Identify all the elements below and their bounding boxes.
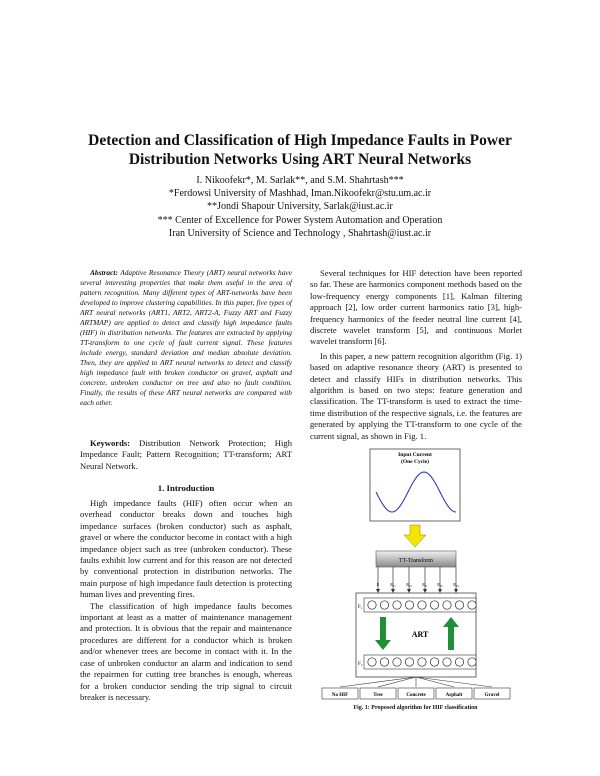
neuron-node xyxy=(468,601,476,609)
abstract xyxy=(80,268,292,408)
tt-transform-label: TT-Transform xyxy=(399,558,433,564)
neuron-node xyxy=(405,658,413,666)
neuron-node xyxy=(430,601,438,609)
algorithm-diagram xyxy=(318,447,513,705)
keywords-text: Distribution Network Protection; High Impedance Fault; Pattern Recognition; TT-transform; ART Neural Network. xyxy=(80,438,292,471)
feature-label: Eᵧ₂ xyxy=(437,582,443,587)
neuron-node xyxy=(455,601,463,609)
author-block xyxy=(100,174,500,240)
neuron-node xyxy=(393,601,401,609)
feature-arrows xyxy=(376,567,458,593)
arrow-head-icon xyxy=(407,589,411,593)
f1-nodes xyxy=(368,601,476,609)
class-boxes xyxy=(322,688,510,699)
f2-label: F₂ xyxy=(358,662,363,667)
neuron-node xyxy=(430,658,438,666)
art-label: ART xyxy=(411,630,429,639)
class-arrows xyxy=(340,677,492,687)
abstract-text: Adaptive Resonance Theory (ART) neural networks have several interesting properties that make them useful in the area of pattern recognition. Many different types of ART-networks have been developed to improve clustering capabilities. In this paper, five types of ART neural networks (ART1, ART2, ART2-A, Fuzzy ART and Fuzzy ARTMAP) are applied to detect and classify high impedance faults (HIF) in distribution networks. The features are extracted by applying TT-transform to one cycle of fault current signal. These features include energy, standard deviation and median absolute deviation. Then, they are applied to ART neural networks to detect and classify high impedance fault with broken conductor on gravel, asphalt and concrete, unbroken conductor on tree and also no fault condition. Finally, the results of these ART neural networks are compared with each other. xyxy=(80,268,292,407)
introduction-body xyxy=(80,498,292,703)
f1-label: F₁ xyxy=(358,605,363,610)
neuron-node xyxy=(405,601,413,609)
neuron-node xyxy=(418,658,426,666)
feature-label: Eᵧ₃ xyxy=(453,582,459,587)
class-label: Gravel xyxy=(484,693,500,698)
affiliation-1: *Ferdowsi University of Mashhad, Iman.Nikoofekr@stu.um.ac.ir xyxy=(168,188,432,200)
feature-label: Eᵧ₁ xyxy=(422,582,428,587)
neuron-node xyxy=(368,601,376,609)
figure-1 xyxy=(318,447,513,712)
abstract-label: Abstract: xyxy=(90,268,118,277)
section-heading-introduction: 1. Introduction xyxy=(157,483,215,493)
arrow-head-icon xyxy=(423,589,427,593)
feature-label: E xyxy=(376,582,380,587)
figure-caption: Fig. 1: Proposed algorithm for HIF classification xyxy=(353,705,478,711)
intro-paragraph-1: High impedance faults (HIF) often occur when an overhead conductor breaks down and touches high impedance surfaces (broken conductor) such as asphalt, gravel or where the conductor become in contact with a high impedance object such as tree (unbroken conductor). These faults exhibit low current and for this reason are not detected by conventional protection in distribution networks. The main purpose of high impedance fault detection is protecting human lives and preventing fires. xyxy=(80,498,292,600)
class-arrow xyxy=(416,677,492,687)
title-line-2: Distribution Networks Using ART Neural Networks xyxy=(128,151,472,168)
class-arrow xyxy=(416,677,454,687)
arrow-head-icon xyxy=(438,589,442,593)
neuron-node xyxy=(393,658,401,666)
title-line-1: Detection and Classification of High Impedance Faults in Power xyxy=(88,132,512,149)
input-label-1: Input Current xyxy=(398,452,432,458)
paper-title xyxy=(60,131,540,169)
class-label: Concrete xyxy=(406,693,426,698)
neuron-node xyxy=(380,601,388,609)
right-paragraph-2: In this paper, a new pattern recognition algorithm (Fig. 1) based on adaptive resonance theory (ART) is presented to detect and classify HIFs in distribution networks. This algorithm is based on two steps: feature generation and classification. The TT-transform is used to extract the time-time distribution of the respective signals, i.e. the features are generated by applying the TT-transform to one cycle of the current signal, as shown in Fig. 1. xyxy=(310,350,522,441)
class-arrow xyxy=(340,677,416,687)
feature-label: Eₓ₁ xyxy=(390,582,396,587)
input-label-2: (One Cycle) xyxy=(401,459,429,465)
affiliation-3: *** Center of Excellence for Power System Automation and Operation xyxy=(157,214,443,226)
right-column-body xyxy=(310,268,522,445)
neuron-node xyxy=(468,658,476,666)
intro-paragraph-2: The classification of high impedance faults becomes important at least as a matter of maintenance management and protection. It is obvious that the repair and maintenance procedures are different for a conductor which is broken and/or whenever trees are become in contact with it. In the case of unbroken conductor an alarm and indication to send the repairmen for cutting tree branches is enough, whereas for a broken conductor sending the trip signal to circuit breaker is necessary. xyxy=(80,600,292,702)
class-label: Tree xyxy=(373,693,383,698)
keywords xyxy=(80,438,292,472)
arrow-head-icon xyxy=(391,589,395,593)
neuron-node xyxy=(455,658,463,666)
neuron-node xyxy=(368,658,376,666)
affiliation-4: Iran University of Science and Technology , Shahrtash@iust.ac.ir xyxy=(168,227,432,239)
right-paragraph-1: Several techniques for HIF detection have been reported so far. These are harmonics component methods based on the low-frequency energy components [1], Kalman filtering approach [2], low order current harmonics ratio [3], high-frequency harmonics of the feeder neutral line current [4], discrete wavelet transform [5], and continuous Morlet wavelet transform [6]. xyxy=(310,268,522,347)
feature-labels xyxy=(377,582,460,588)
class-arrow xyxy=(378,677,416,687)
neuron-node xyxy=(443,601,451,609)
class-label: Asphalt xyxy=(445,693,463,698)
feature-label: Eₓ₂ xyxy=(406,582,412,587)
neuron-node xyxy=(380,658,388,666)
down-arrow-icon xyxy=(404,525,426,547)
neuron-node xyxy=(418,601,426,609)
neuron-node xyxy=(443,658,451,666)
arrow-head-icon xyxy=(454,589,458,593)
author-names: I. Nikoofekr*, M. Sarlak**, and S.M. Shahrtash*** xyxy=(196,175,404,186)
keywords-label: Keywords: xyxy=(90,438,131,448)
f2-nodes xyxy=(368,658,476,666)
arrow-head-icon xyxy=(376,589,380,593)
class-label: No HIF xyxy=(331,693,349,698)
affiliation-2: **Jondi Shapour University, Sarlak@iust.ac.ir xyxy=(207,201,393,213)
